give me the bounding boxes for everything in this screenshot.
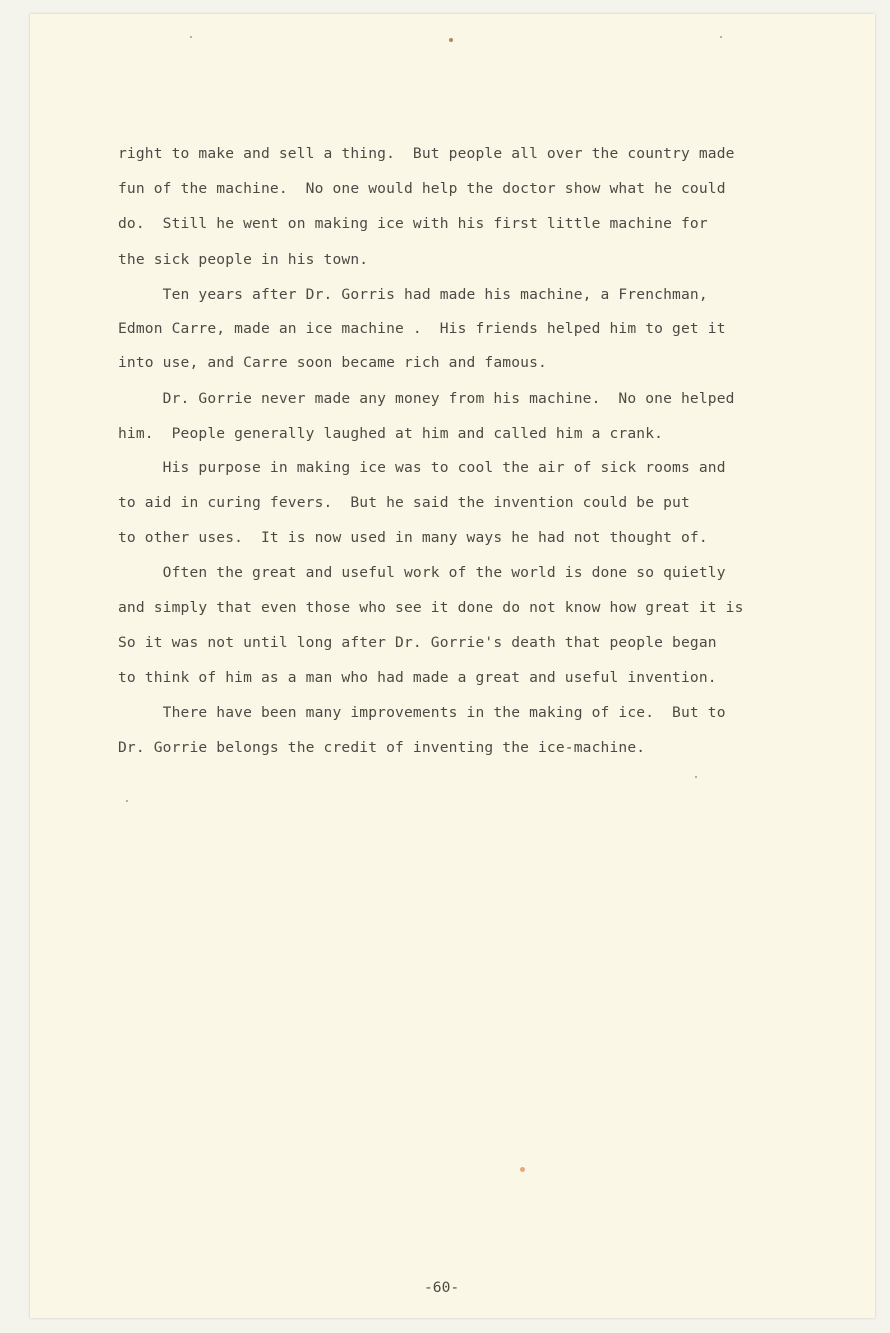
text-line: There have been many improvements in the making of ice. But to: [118, 704, 726, 721]
typewritten-page: [30, 14, 875, 1318]
text-line: His purpose in making ice was to cool the air of sick rooms and: [118, 459, 726, 476]
text-line: So it was not until long after Dr. Gorrie's death that people began: [118, 634, 717, 651]
paper-speck: [190, 36, 192, 38]
text-line: right to make and sell a thing. But people all over the country made: [118, 145, 735, 162]
text-line: and simply that even those who see it done do not know how great it is: [118, 599, 744, 616]
text-line: into use, and Carre soon became rich and famous.: [118, 354, 547, 371]
paper-speck: [520, 1167, 525, 1172]
text-line: to aid in curing fevers. But he said the invention could be put: [118, 494, 690, 511]
page-number: -60-: [424, 1279, 460, 1296]
text-line: to other uses. It is now used in many ways he had not thought of.: [118, 529, 708, 546]
paper-speck: [126, 800, 128, 802]
paper-speck: [720, 36, 722, 38]
paper-speck: [449, 38, 453, 42]
text-line: Dr. Gorrie never made any money from his machine. No one helped: [118, 390, 735, 407]
text-line: him. People generally laughed at him and called him a crank.: [118, 425, 664, 442]
text-line: Edmon Carre, made an ice machine . His friends helped him to get it: [118, 320, 726, 337]
text-line: the sick people in his town.: [118, 251, 369, 268]
text-line: to think of him as a man who had made a great and useful invention.: [118, 669, 717, 686]
text-line: do. Still he went on making ice with his first little machine for: [118, 215, 708, 232]
text-line: Ten years after Dr. Gorris had made his machine, a Frenchman,: [118, 286, 708, 303]
text-line: fun of the machine. No one would help the doctor show what he could: [118, 180, 726, 197]
text-line: Often the great and useful work of the world is done so quietly: [118, 564, 726, 581]
text-line: Dr. Gorrie belongs the credit of inventing the ice-machine.: [118, 739, 646, 756]
paper-speck: [695, 776, 697, 778]
